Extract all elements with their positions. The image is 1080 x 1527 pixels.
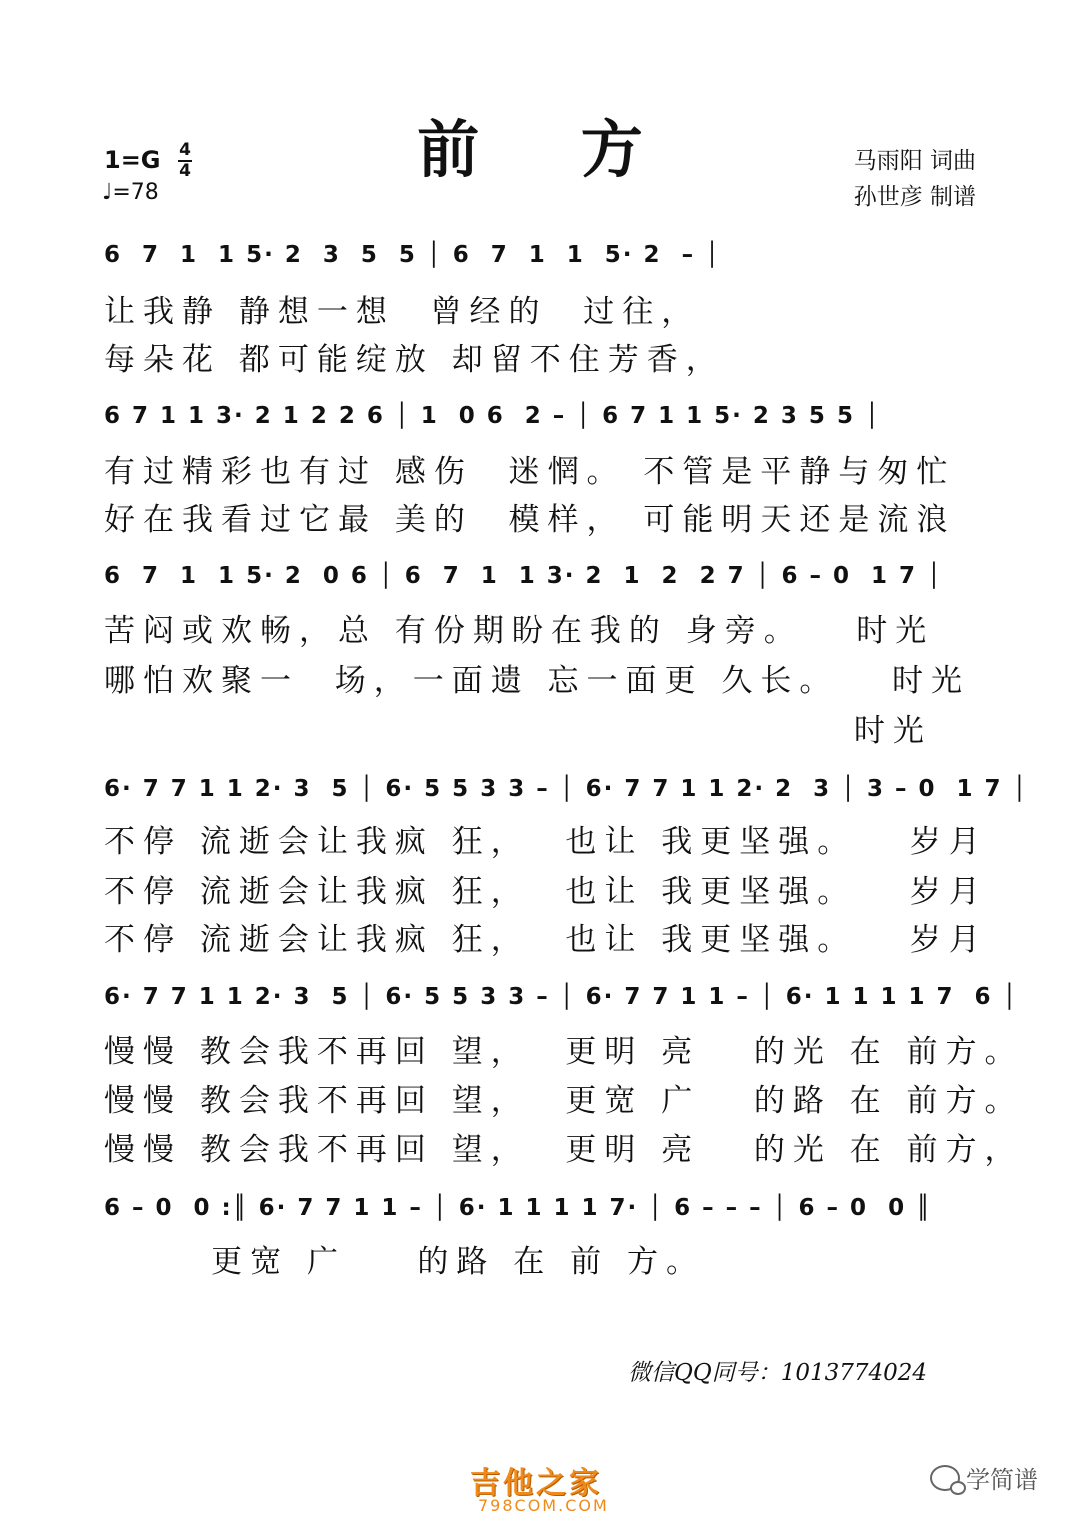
page-title: 前 方 [417, 113, 683, 186]
notation-line-1: 6 7 1 1 5· 2 3 5 5 │ 6 7 1 1 5· 2 – │ [104, 242, 721, 268]
lyric-line-6-1: 更宽 广 的路 在 前 方。 [104, 1244, 705, 1280]
site-logo-url: 798COM.COM [478, 1496, 609, 1515]
arranger: 孙世彦 制谱 [853, 184, 976, 210]
site-logo: 吉他之家 [470, 1466, 602, 1501]
lyric-line-1-1: 让我静 静想一想 曾经的 过往， [104, 294, 701, 330]
lyric-line-3-1: 苦闷或欢畅，总 有份期盼在我的 身旁。 时光 [104, 613, 935, 649]
notation-line-2: 6 7 1 1 3· 2 1 2 2 6 │ 1 0 6 2 – │ 6 7 1 1 5· 2 3 5 5 │ [104, 403, 881, 429]
time-signature [178, 142, 192, 180]
notation-line-6: 6 – 0 0 :║ 6· 7 7 1 1 – │ 6· 1 1 1 1 7· │ 6 – – – │ 6 – 0 0 ║ [104, 1195, 932, 1221]
notation-line-3: 6 7 1 1 5· 2 0 6 │ 6 7 1 1 3· 2 1 2 2 7 │ 6 – 0 1 7 │ [104, 563, 943, 589]
tempo: ♩=78 [102, 180, 159, 205]
key-signature: 1=G [104, 146, 161, 174]
contact-info: 微信QQ同号：1013774024 [628, 1360, 928, 1386]
lyricist: 马雨阳 词曲 [853, 148, 976, 174]
lyric-line-4-1: 不停 流逝会让我疯 狂， 也让 我更坚强。 岁月 [104, 824, 988, 860]
lyric-line-3-2: 哪怕欢聚一 场，一面遗 忘一面更 久长。 时光 [104, 663, 970, 699]
lyric-line-5-1: 慢慢 教会我不再回 望， 更明 亮 的光 在 前方。 [104, 1034, 1024, 1070]
lyric-line-4-3: 不停 流逝会让我疯 狂， 也让 我更坚强。 岁月 [104, 922, 988, 958]
wechat-label: 学简谱 [966, 1466, 1038, 1494]
lyric-line-5-3: 慢慢 教会我不再回 望， 更明 亮 的光 在 前方， [104, 1132, 1024, 1168]
wechat-icon [930, 1465, 960, 1491]
notation-line-4: 6· 7 7 1 1 2· 3 5 │ 6· 5 5 3 3 – │ 6· 7 7 1 1 2· 2 3 │ 3 – 0 1 7 │ [104, 776, 1029, 802]
lyric-line-1-2: 每朵花 都可能绽放 却留不住芳香， [104, 342, 725, 378]
time-signature-bottom: 4 [179, 161, 191, 181]
notation-line-5: 6· 7 7 1 1 2· 3 5 │ 6· 5 5 3 3 – │ 6· 7 7 1 1 – │ 6· 1 1 1 1 7 6 │ [104, 984, 1019, 1010]
lyric-line-2-2: 好在我看过它最 美的 模样， 可能明天还是流浪 [104, 502, 956, 538]
lyric-line-5-2: 慢慢 教会我不再回 望， 更宽 广 的路 在 前方。 [104, 1083, 1024, 1119]
time-signature-top: 4 [179, 140, 191, 160]
lyric-line-3-3: 时光 [104, 713, 932, 749]
lyric-line-2-1: 有过精彩也有过 感伤 迷惘。 不管是平静与匆忙 [104, 454, 956, 490]
wechat-badge [930, 1460, 1038, 1495]
lyric-line-4-2: 不停 流逝会让我疯 狂， 也让 我更坚强。 岁月 [104, 874, 988, 910]
